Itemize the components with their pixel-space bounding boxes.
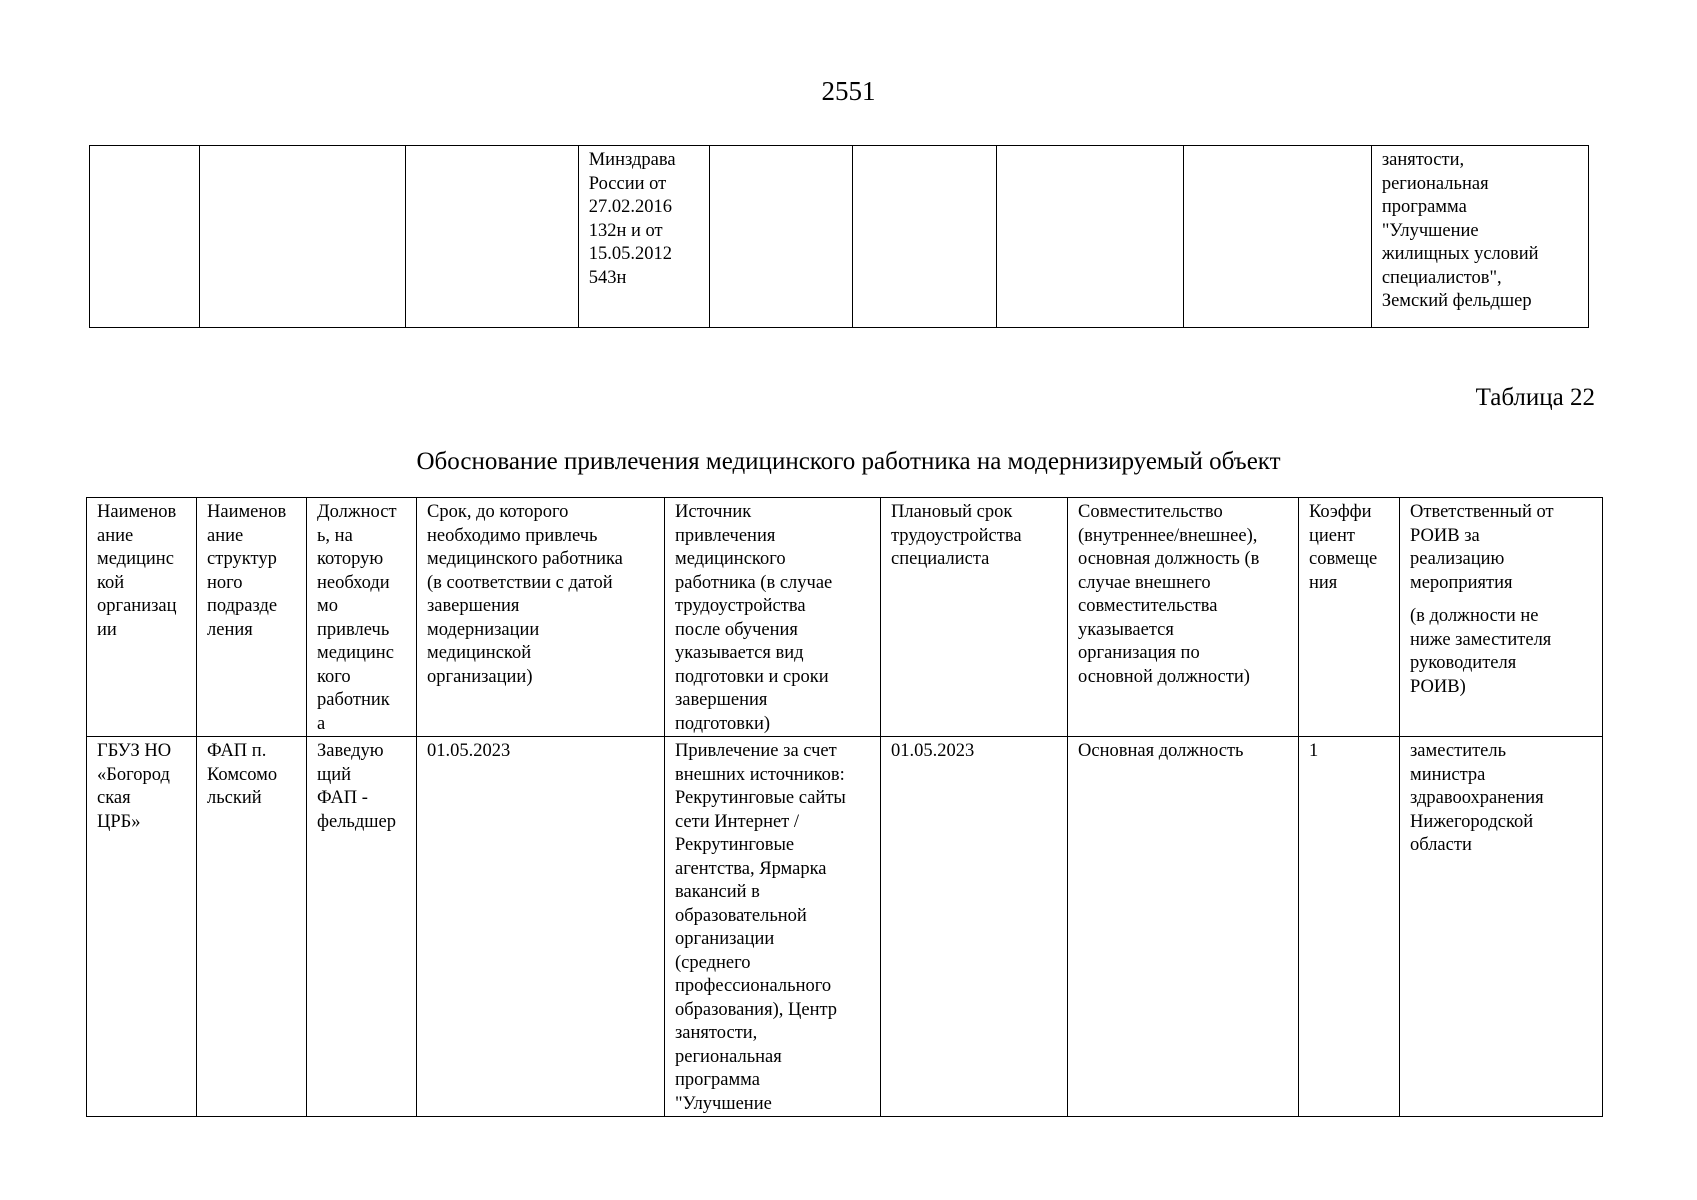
cell-text-line: организац: [97, 596, 177, 616]
cell-text-line: кого: [317, 666, 351, 687]
cell-text-line: завершения: [675, 690, 768, 710]
cell-text-line: реализацию: [1410, 549, 1505, 569]
table-cell: [406, 146, 578, 328]
cell-text-line: Привлечение за счет: [675, 741, 837, 761]
header-row: [87, 498, 1603, 737]
cell-text-line: кой: [97, 572, 125, 593]
cell-text-line: ФАП -: [317, 788, 368, 808]
table-cell: [1299, 737, 1400, 1117]
cell-text-line: Совместительство: [1078, 502, 1223, 522]
header-cell: [1068, 498, 1299, 737]
table-cell: [1184, 146, 1372, 328]
cell-text-line: Нижегородской: [1410, 811, 1534, 832]
cell-text-line: Земский фельдшер: [1381, 291, 1532, 311]
cell-text-line: ЦРБ»: [97, 811, 141, 832]
cell-text-line: здравоохранения: [1410, 788, 1544, 808]
cell-text-line: вакансий в: [675, 882, 760, 902]
table-cell: [852, 146, 996, 328]
cell-text-line: агентства, Ярмарка: [675, 858, 827, 879]
table-cell: [881, 737, 1068, 1117]
cell-text-line: подразде: [207, 596, 278, 616]
table-row: [87, 737, 1603, 1117]
cell-text-line: Комсомо: [207, 764, 278, 785]
cell-text-line: которую: [317, 549, 384, 569]
cell-text-line: Наименов: [207, 502, 287, 522]
cell-text-line: основной должности): [1078, 666, 1250, 687]
cell-text-line: руководителя: [1410, 653, 1517, 673]
cell-text-line: Основная должность: [1078, 741, 1244, 761]
cell-text-line: подготовки): [675, 713, 771, 734]
page-number: 2551: [821, 76, 876, 106]
cell-text-line: специалистов",: [1381, 267, 1502, 288]
cell-text-line: области: [1410, 835, 1472, 855]
cell-text-line: ГБУЗ НО: [97, 741, 172, 761]
cell-text-line: министра: [1410, 764, 1486, 785]
cell-text-line: ская: [97, 788, 131, 808]
cell-text-line: жилищных условий: [1381, 244, 1539, 264]
cell-text-line: региональная: [675, 1046, 782, 1067]
cell-text-line: Наименов: [97, 502, 177, 522]
cell-text-line: Плановый срок: [891, 502, 1013, 522]
cell-text-line: Должност: [317, 502, 397, 522]
table-cell: [996, 146, 1184, 328]
cell-text-line: основная должность (в: [1078, 549, 1260, 569]
table-cell: [1068, 737, 1299, 1117]
cell-text-line: специалиста: [891, 549, 990, 569]
cell-text-line: 27.02.2016: [588, 197, 672, 217]
cell-text-line: Минздрава: [588, 150, 676, 170]
cell-text-line: щий: [317, 764, 352, 785]
header-cell: [87, 498, 197, 737]
cell-text-line: РОИВ за: [1410, 525, 1480, 546]
cell-text-line: медицинс: [97, 549, 174, 569]
cell-text-line: 15.05.2012: [588, 244, 672, 264]
table-cell: [709, 146, 852, 328]
cell-text-line: (в должности не: [1410, 606, 1539, 626]
cell-text-line: 1: [1309, 741, 1319, 761]
cell-text-line: мероприятия: [1410, 572, 1513, 593]
cell-text-line: образовательной: [675, 905, 807, 926]
paragraph-gap: [1410, 595, 1593, 605]
table-title: Обоснование привлечения медицинского работника на модернизируемый объект: [416, 448, 1281, 475]
cell-text-line: (среднего: [675, 952, 751, 973]
cell-text-line: ь, на: [317, 525, 353, 546]
header-cell: [881, 498, 1068, 737]
cell-text-line: подготовки и сроки: [675, 666, 829, 687]
cell-text-line: медицинской: [427, 643, 532, 663]
cell-text-line: программа: [675, 1070, 760, 1090]
table-caption: Таблица 22: [1475, 384, 1595, 411]
table-cell: [1371, 146, 1588, 328]
cell-text-line: ния: [1309, 572, 1338, 593]
continuation-table: [89, 145, 1589, 328]
cell-text-line: медицинского: [675, 549, 786, 569]
cell-text-line: ФАП п.: [207, 741, 267, 761]
cell-text-line: внешних источников:: [675, 764, 845, 785]
cell-text-line: 132н и от: [588, 220, 663, 241]
table-cell: [90, 146, 200, 328]
cell-text-line: медицинс: [317, 643, 394, 663]
header-cell: [197, 498, 307, 737]
cell-text-line: структур: [207, 549, 277, 569]
cell-text-line: медицинского работника: [427, 549, 623, 569]
cell-text-line: совмеще: [1309, 549, 1378, 569]
cell-text-line: региональная: [1381, 173, 1489, 194]
header-cell: [665, 498, 881, 737]
cell-text-line: ного: [207, 572, 243, 593]
cell-text-line: привлечения: [675, 525, 776, 546]
cell-text-line: 543н: [588, 267, 627, 288]
continuation-row: [90, 146, 1589, 328]
cell-text-line: организации: [675, 929, 775, 949]
cell-text-line: "Улучшение: [1381, 220, 1479, 241]
cell-text-line: РОИВ): [1410, 676, 1466, 697]
header-cell: [417, 498, 665, 737]
cell-text-line: профессионального: [675, 976, 832, 996]
cell-text-line: 01.05.2023: [891, 741, 975, 761]
cell-text-line: «Богород: [97, 764, 170, 785]
cell-text-line: занятости,: [1381, 150, 1465, 170]
cell-text-line: совместительства: [1078, 596, 1218, 616]
table-cell: [200, 146, 406, 328]
cell-text-line: привлечь: [317, 619, 390, 640]
header-cell: [1299, 498, 1400, 737]
cell-text-line: "Улучшение: [675, 1093, 772, 1114]
table-cell: [197, 737, 307, 1117]
cell-text-line: образования), Центр: [675, 999, 838, 1020]
cell-text-line: работник: [317, 690, 390, 710]
cell-text-line: ание: [207, 525, 244, 546]
cell-text-line: (в соответствии с датой: [427, 572, 613, 593]
cell-text-line: (внутреннее/внешнее),: [1078, 525, 1258, 546]
cell-text-line: фельдшер: [317, 811, 396, 832]
cell-text-line: необходимо привлечь: [427, 525, 598, 546]
cell-text-line: мо: [317, 596, 338, 616]
cell-text-line: завершения: [427, 596, 520, 616]
cell-text-line: трудоустройства: [675, 596, 806, 616]
cell-text-line: заместитель: [1410, 741, 1507, 761]
cell-text-line: модернизации: [427, 619, 540, 640]
table-cell: [417, 737, 665, 1117]
table-cell: [87, 737, 197, 1117]
cell-text-line: циент: [1309, 525, 1355, 546]
cell-text-line: после обучения: [675, 619, 798, 640]
cell-text-line: случае внешнего: [1078, 572, 1211, 593]
cell-text-line: Коэффи: [1309, 502, 1372, 522]
cell-text-line: трудоустройства: [891, 525, 1022, 546]
cell-text-line: 01.05.2023: [427, 741, 511, 761]
table-cell: [665, 737, 881, 1117]
table-cell: [307, 737, 417, 1117]
justification-table: [86, 497, 1603, 1117]
cell-text-line: программа: [1381, 197, 1467, 217]
cell-text-line: сети Интернет /: [675, 811, 800, 832]
cell-text-line: России от: [588, 173, 667, 194]
table-cell: [1400, 737, 1603, 1117]
table-cell: [578, 146, 709, 328]
cell-text-line: Ответственный от: [1410, 502, 1554, 522]
cell-text-line: ии: [97, 619, 117, 640]
cell-text-line: Источник: [675, 502, 752, 522]
cell-text-line: организация по: [1078, 643, 1200, 663]
cell-text-line: необходи: [317, 572, 390, 593]
cell-text-line: работника (в случае: [675, 572, 833, 593]
header-cell: [1400, 498, 1603, 737]
cell-text-line: льский: [207, 788, 262, 808]
cell-text-line: Рекрутинговые: [675, 835, 795, 855]
cell-text-line: занятости,: [675, 1023, 758, 1043]
cell-text-line: ления: [207, 619, 253, 640]
cell-text-line: ниже заместителя: [1410, 629, 1552, 650]
cell-text-line: указывается вид: [675, 643, 804, 663]
cell-text-line: Рекрутинговые сайты: [675, 788, 846, 808]
cell-text-line: Заведую: [317, 741, 384, 761]
header-cell: [307, 498, 417, 737]
cell-text-line: ание: [97, 525, 134, 546]
cell-text-line: Срок, до которого: [427, 502, 569, 522]
cell-text-line: организации): [427, 666, 533, 687]
cell-text-line: указывается: [1078, 619, 1174, 640]
cell-text-line: а: [317, 713, 326, 734]
